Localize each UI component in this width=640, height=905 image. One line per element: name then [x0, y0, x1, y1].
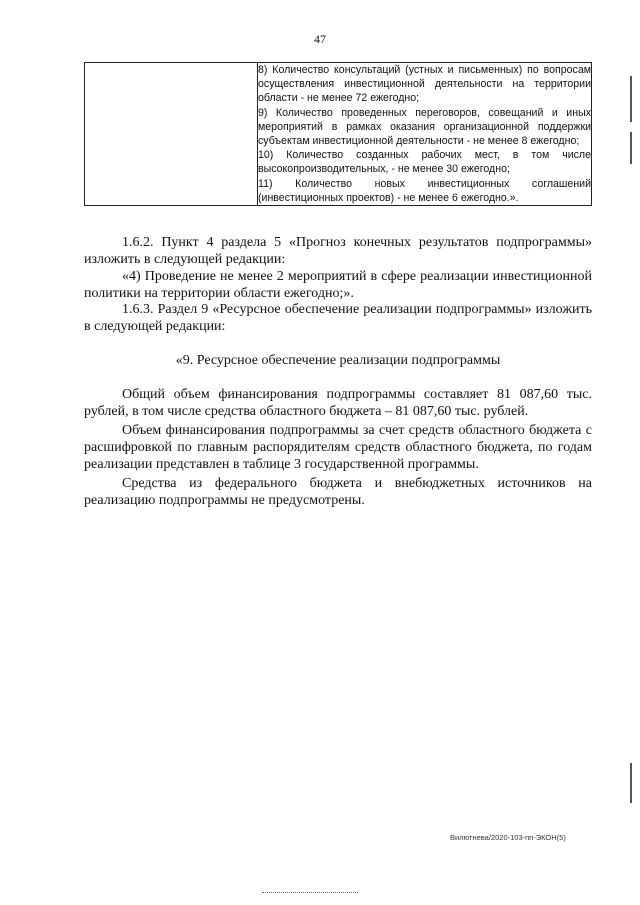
paragraph-1-6-2: 1.6.2. Пункт 4 раздела 5 «Прогноз конечных результатов подпрограммы» изложить в следующей редакции:: [84, 235, 592, 267]
table-row: [85, 63, 592, 206]
indicator-item-9: 9) Количество проведенных переговоров, совещаний и иных мероприятий в рамках оказания организационной поддержки субъектам инвестиционной деятельности - не менее 8 ежегодно;: [258, 106, 591, 148]
paragraph-block-1-6-2: [84, 234, 592, 302]
page-number: 47: [314, 32, 326, 46]
paragraph-financing-volume: Объем финансирования подпрограммы за счет средств областного бюджета с расшифровкой по главным распорядителям средств областного бюджета, по годам реализации представлен в таблице 3 государственной программы.: [84, 423, 592, 472]
indicator-item-8: 8) Количество консультаций (устных и письменных) по вопросам осуществления инвестиционной деятельности на территории области - не менее 72 ежегодно;: [258, 64, 591, 105]
table-cell-indicators: [258, 63, 592, 206]
indicator-item-11: 11) Количество новых инвестиционных соглашений (инвестиционных проектов) - не менее 6 ежегодно.».: [258, 177, 591, 204]
indicator-item-10: 10) Количество созданных рабочих мест, в том числе высокопроизводительных, - не менее 30 ежегодно;: [258, 149, 591, 176]
table-cell-empty: [85, 63, 258, 206]
scan-artifact-line: [630, 132, 632, 164]
paragraph-block-1-6-3: [84, 301, 592, 335]
footer-document-id: Вилютнева/2020-103-пп-ЭКОН(5): [450, 833, 566, 842]
indicators-table: [84, 62, 592, 206]
section-body: [84, 386, 592, 511]
paragraph-1-6-2-quote: «4) Проведение не менее 2 мероприятий в сфере реализации инвестиционной политики на территории области ежегодно;».: [84, 269, 592, 301]
paragraph-1-6-3: 1.6.3. Раздел 9 «Ресурсное обеспечение реализации подпрограммы» изложить в следующей редакции:: [84, 302, 592, 334]
paragraph-federal-funds: Средства из федерального бюджета и внебюджетных источников на реализацию подпрограммы не предусмотрены.: [84, 476, 592, 508]
scan-artifact-line: [630, 76, 632, 122]
paragraph-total-financing: Общий объем финансирования подпрограммы составляет 81 087,60 тыс. рублей, в том числе средства областного бюджета – 81 087,60 тыс. рублей.: [84, 387, 592, 419]
bottom-dotted-line: [262, 892, 358, 893]
section-heading: «9. Ресурсное обеспечение реализации подпрограммы: [175, 353, 501, 368]
scan-artifact-line: [630, 763, 632, 803]
